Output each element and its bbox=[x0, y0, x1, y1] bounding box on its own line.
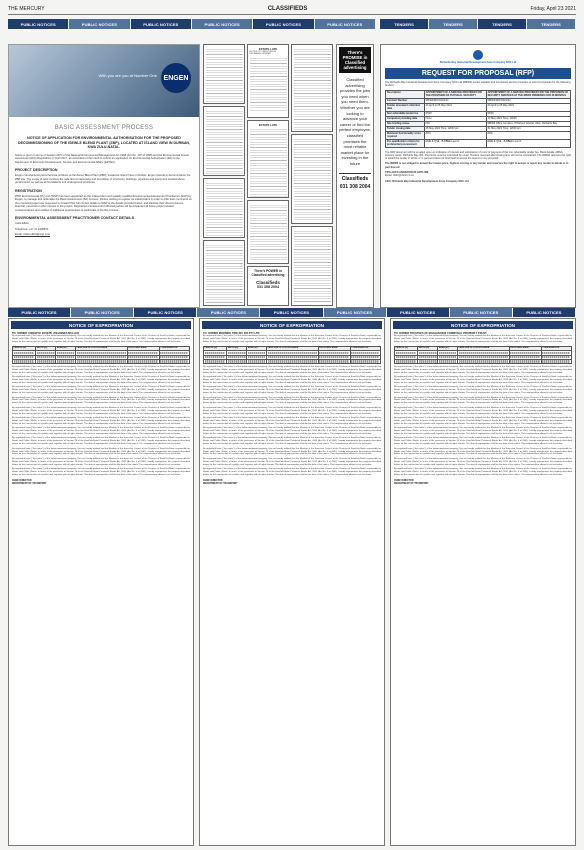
expropriation-paragraph: By registered letter ("the notice") of the below-mentioned property, You are hereby notified that the Member of the Executive Council of the Province of KwaZulu-Natal, responsible for Roads and Public Works, in terms of the provisions of Section 19 of the KwaZulu-Natal Provincial Roads Act, 2001 (Act No. 4 of 2001), hereby expropriates the property described below, for the construction of a public road, together with all rights thereto. The date of expropriation shall be the date of this notice. The compensation offered is set out below. bbox=[12, 396, 190, 405]
expropriation-paragraph: By registered letter ("the notice") of the below-mentioned property, You are hereby notified that the Member of the Executive Council of the Province of KwaZulu-Natal, responsible for Roads and Public Works, in terms of the provisions of Section 19 of the KwaZulu-Natal Provincial Roads Act, 2001 (Act No. 4 of 2001), hereby expropriates the property described below, for the construction of a public road, together with all rights thereto. The date of expropriation shall be the date of this notice. The compensation offered is set out below. bbox=[12, 365, 190, 374]
rfp-row-label: Minimum functionality score required bbox=[386, 131, 425, 139]
expropriation-chief-director: CHIEF DIRECTOR bbox=[12, 479, 32, 482]
expropriation-department: DEPARTMENT OF TRANSPORT bbox=[12, 482, 47, 485]
expropriation-paragraph: By registered letter ("the notice") of the below-mentioned property, You are hereby notified that the Member of the Executive Council of the Province of KwaZulu-Natal, responsible for Roads and Public Works, in terms of the provisions of Section 19 of the KwaZulu-Natal Provincial Roads Act, 2001 (Act No. 4 of 2001), hereby expropriates the property described below, for the construction of a public road, together with all rights thereto. The date of expropriation shall be the date of this notice. The compensation offered is set out below. bbox=[394, 386, 572, 395]
expropriation-table-cell bbox=[266, 359, 318, 363]
expropriation-paragraph: By registered letter ("the notice") of the below-mentioned property, You are hereby notified that the Member of the Executive Council of the Province of KwaZulu-Natal, responsible for Roads and Public Works, in terms of the provisions of Section 19 of the KwaZulu-Natal Provincial Roads Act, 2001 (Act No. 4 of 2001), hereby expropriates the property described below, for the construction of a public road, together with all rights thereto. The date of expropriation shall be the date of this notice. The compensation offered is set out below. bbox=[12, 406, 190, 415]
tag-tenders: TENDERS bbox=[478, 19, 527, 29]
classifieds-logo: Classifieds bbox=[256, 279, 280, 285]
notice-creditors-text: NOTICE TO CREDITORS IN DECEASED ESTATES bbox=[249, 50, 277, 56]
rfp-row-value: RBIDZ Office Complex, 8 Harbour Arterial, Alton, Richards Bay bbox=[486, 121, 570, 126]
classifieds-phone: 031 308 2004 bbox=[257, 284, 279, 289]
expropriation-table-header: LAND USE OF PORTION AREA bbox=[75, 347, 127, 351]
expropriation-paragraph: By registered letter ("the notice") of the below-mentioned property, You are hereby notified that the Member of the Executive Council of the Province of KwaZulu-Natal, responsible for Roads and Public Works, in terms of the provisions of Section 19 of the KwaZulu-Natal Provincial Roads Act, 2001 (Act No. 4 of 2001), hereby expropriates the property described below, for the construction of a public road, together with all rights thereto. The date of expropriation shall be the date of this notice. The compensation offered is set out below. bbox=[394, 468, 572, 476]
expropriation-table-header: PROPOSED AREA bbox=[127, 347, 159, 351]
small-notice bbox=[203, 178, 245, 238]
expropriation-paragraph: By registered letter ("the notice") of the below-mentioned property, You are hereby notified that the Member of the Executive Council of the Province of KwaZulu-Natal, responsible for Roads and Public Works, in terms of the provisions of Section 19 of the KwaZulu-Natal Provincial Roads Act, 2001 (Act No. 4 of 2001), hereby expropriates the property described below, for the construction of a public road, together with all rights thereto. The date of expropriation shall be the date of this notice. The compensation offered is set out below. bbox=[203, 365, 381, 374]
tag-tenders: TENDERS bbox=[429, 19, 478, 29]
expropriation-table bbox=[394, 346, 572, 364]
expropriation-paragraph: By registered letter ("the notice") of the below-mentioned property, You are hereby notified that the Member of the Executive Council of the Province of KwaZulu-Natal, responsible for Roads and Public Works, in terms of the provisions of Section 19 of the KwaZulu-Natal Provincial Roads Act, 2001 (Act No. 4 of 2001), hereby expropriates the property described below, for the construction of a public road, together with all rights thereto. The date of expropriation shall be the date of this notice. The compensation offered is set out below. bbox=[12, 427, 190, 435]
expropriation-table-header: LAND USE OF PORTION AREA bbox=[266, 347, 318, 351]
expropriation-paragraph: By registered letter ("the notice") of the below-mentioned property, You are hereby notified that the Member of the Executive Council of the Province of KwaZulu-Natal, responsible for Roads and Public Works, in terms of the provisions of Section 19 of the KwaZulu-Natal Provincial Roads Act, 2001 (Act No. 4 of 2001), hereby expropriates the property described below, for the construction of a public road, together with all rights thereto. The date of expropriation shall be the date of this notice. The compensation offered is set out below. bbox=[394, 376, 572, 384]
engen-heading: BASIC ASSESSMENT PROCESS bbox=[54, 125, 154, 131]
tag-public-notices: PUBLIC NOTICES bbox=[260, 308, 323, 317]
estate-late-title: ESTATE LATE bbox=[258, 46, 278, 51]
expropriation-table-header: WIDTH (m) bbox=[35, 347, 55, 351]
rfp-ceo: CEO: Richards Bay Industrial Development Zone Company SOC Ltd bbox=[385, 179, 469, 183]
expropriation-notice bbox=[199, 318, 385, 846]
rfp-row-label: Site briefing venue bbox=[386, 121, 425, 126]
expropriation-table-cell bbox=[75, 359, 127, 363]
power-classified-ad bbox=[247, 266, 289, 306]
small-notice bbox=[291, 44, 333, 132]
expropriation-title: NOTICE OF EXPROPRIATION bbox=[393, 321, 573, 329]
tenders-tagbar-top bbox=[380, 19, 576, 29]
small-notice bbox=[291, 134, 333, 224]
expropriation-table-cell bbox=[457, 359, 509, 363]
expropriation-table-cell bbox=[509, 359, 541, 363]
rfp-row-value: R500 bbox=[486, 111, 570, 116]
tag-public-notices: PUBLIC NOTICES bbox=[387, 308, 450, 317]
rbidz-logo bbox=[385, 48, 571, 66]
expropriation-paragraph: By registered letter ("the notice") of the below-mentioned property, You are hereby notified that the Member of the Executive Council of the Province of KwaZulu-Natal, responsible for Roads and Public Works, in terms of the provisions of Section 19 of the KwaZulu-Natal Provincial Roads Act, 2001 (Act No. 4 of 2001), hereby expropriates the property described below, for the construction of a public road, together with all rights thereto. The date of expropriation shall be the date of this notice. The compensation offered is set out below. bbox=[12, 416, 190, 425]
expropriation-table-header: WIDTH (m) bbox=[417, 347, 437, 351]
rfp-row-value: APPOINTMENT OF A SERVICE PROVIDER FOR THE PROVISION OF SECURITY SERVICES AT THE RBIDZ PREMISES FOR 36 MONTHS bbox=[486, 90, 570, 98]
small-notice bbox=[203, 44, 245, 104]
masthead-date: Friday, April 23 2021 bbox=[530, 5, 576, 12]
expropriation-table bbox=[12, 346, 190, 364]
rfp-row-label: Compulsory briefing date bbox=[386, 116, 425, 121]
engen-slogan: With you are you at Number One bbox=[98, 73, 157, 78]
expropriation-paragraph: By registered letter ("the notice") of the below-mentioned property, You are hereby notified that the Member of the Executive Council of the Province of KwaZulu-Natal, responsible for Roads and Public Works, in terms of the provisions of Section 19 of the KwaZulu-Natal Provincial Roads Act, 2001 (Act No. 4 of 2001), hereby expropriates the property described below, for the construction of a public road, together with all rights thereto. The date of expropriation shall be the date of this notice. The compensation offered is set out below. bbox=[203, 427, 381, 435]
expropriation-table-cell bbox=[35, 359, 55, 363]
tag-public-notices: PUBLIC NOTICES bbox=[134, 308, 197, 317]
expropriation-table-header: PROPOSED AREA bbox=[318, 347, 350, 351]
expropriation-notice bbox=[8, 318, 194, 846]
expropriation-table-cell bbox=[438, 359, 458, 363]
rfp-tender-ad bbox=[380, 44, 576, 308]
expropriation-owner: TO: OWNER LODEWYK JOSEPH JOHANNES MULLER bbox=[12, 332, 79, 335]
rfp-intro: The Richards Bay Industrial Development Zone Company SOC Ltd (RBIDZ) invites capable and competent service providers to submit proposals for the following tenders: bbox=[385, 81, 571, 88]
notices-column-3 bbox=[291, 44, 333, 308]
expropriation-table-cell bbox=[318, 359, 350, 363]
rfp-row-label: Description bbox=[386, 90, 425, 98]
expropriation-paragraph: By registered letter ("the notice") of the below-mentioned property, You are hereby notified that the Member of the Executive Council of the Province of KwaZulu-Natal, responsible for Roads and Public Works, in terms of the provisions of Section 19 of the KwaZulu-Natal Provincial Roads Act, 2001 (Act No. 4 of 2001), hereby expropriates the property described below, for the construction of a public road, together with all rights thereto. The date of expropriation shall be the date of this notice. The compensation offered is set out below. bbox=[203, 437, 381, 446]
rfp-row-value: 80% bbox=[486, 131, 570, 139]
tag-public-notices: PUBLIC NOTICES bbox=[450, 308, 513, 317]
engen-contact-email[interactable]: Email: Carla.elliott@wsp.com bbox=[15, 233, 50, 237]
engen-notice-title: NOTICE OF APPLICATION FOR ENVIRONMENTAL AUTHORISATION FOR THE PROPOSED DECOMMISSIONING OF THE ISEWLE BLEND PLANT (ZBP), LOCATED AT ISLAND VIEW IN DURBAN, KWA ZULU-NATAL. bbox=[17, 136, 191, 150]
expropriation-paragraph: By registered letter ("the notice") of the below-mentioned property, You are hereby notified that the Member of the Executive Council of the Province of KwaZulu-Natal, responsible for Roads and Public Works, in terms of the provisions of Section 19 of the KwaZulu-Natal Provincial Roads Act, 2001 (Act No. 4 of 2001), hereby expropriates the property described below, for the construction of a public road, together with all rights thereto. The date of expropriation shall be the date of this notice. The compensation offered is set out below. bbox=[12, 437, 190, 446]
expropriation-paragraph: By registered letter ("the notice") of the below-mentioned property, You are hereby notified that the Member of the Executive Council of the Province of KwaZulu-Natal, responsible for Roads and Public Works, in terms of the provisions of Section 19 of the KwaZulu-Natal Provincial Roads Act, 2001 (Act No. 4 of 2001), hereby expropriates the property described below, for the construction of a public road, together with all rights thereto. The date of expropriation shall be the date of this notice. The compensation offered is set out below. bbox=[12, 447, 190, 456]
rfp-row-label: Pre-qualification criteria for preferential procurement bbox=[386, 139, 425, 147]
engen-hero-image bbox=[9, 45, 199, 117]
estate-notice bbox=[247, 44, 289, 118]
engen-project-heading: PROJECT DESCRIPTION bbox=[15, 168, 58, 173]
rfp-row-value: None bbox=[424, 116, 486, 121]
tag-public-notices: PUBLIC NOTICES bbox=[253, 19, 314, 29]
expropriation-chief-director: CHIEF DIRECTOR bbox=[203, 479, 223, 482]
expropriation-table-header: COMPENSATION bbox=[350, 347, 380, 351]
rfp-row-label: Tender document collection date bbox=[386, 103, 425, 111]
rbidz-logo-mark bbox=[473, 50, 483, 60]
promise-classified-ad bbox=[336, 44, 374, 308]
promise-headline: There's PROMISE in Classified advertising bbox=[339, 47, 371, 73]
rfp-row-value: 25 May 2021 Time: 12h00 pm bbox=[424, 126, 486, 131]
expropriation-table-header: AREA (m²) bbox=[438, 347, 458, 351]
tag-public-notices: PUBLIC NOTICES bbox=[69, 19, 130, 29]
tag-tenders: TENDERS bbox=[527, 19, 576, 29]
expropriation-table-cell bbox=[13, 359, 36, 363]
expropriation-paragraph: By registered letter ("the notice") of the below-mentioned property, You are hereby notified that the Member of the Executive Council of the Province of KwaZulu-Natal, responsible for Roads and Public Works, in terms of the provisions of Section 19 of the KwaZulu-Natal Provincial Roads Act, 2001 (Act No. 4 of 2001), hereby expropriates the property described below, for the construction of a public road, together with all rights thereto. The date of expropriation shall be the date of this notice. The compensation offered is set out below. bbox=[203, 457, 381, 466]
masthead-section: CLASSIFIEDS bbox=[267, 5, 308, 12]
expropriation-paragraph: By registered letter ("the notice") of the below-mentioned property, You are hereby notified that the Member of the Executive Council of the Province of KwaZulu-Natal, responsible for Roads and Public Works, in terms of the provisions of Section 19 of the KwaZulu-Natal Provincial Roads Act, 2001 (Act No. 4 of 2001), hereby expropriates the property described below, for the construction of a public road, together with all rights thereto. The date of expropriation shall be the date of this notice. The compensation offered is set out below. bbox=[394, 416, 572, 425]
rfp-table-row bbox=[386, 90, 571, 98]
expropriation-table-cell bbox=[204, 359, 227, 363]
expropriation-title: NOTICE OF EXPROPRIATION bbox=[202, 321, 382, 329]
masthead bbox=[8, 3, 576, 15]
expropriation-paragraph: By registered letter ("the notice") of the below-mentioned property, You are hereby notified that the Member of the Executive Council of the Province of KwaZulu-Natal, responsible for Roads and Public Works, in terms of the provisions of Section 19 of the KwaZulu-Natal Provincial Roads Act, 2001 (Act No. 4 of 2001), hereby expropriates the property described below, for the construction of a public road, together with all rights thereto. The date of expropriation shall be the date of this notice. The compensation offered is set out below. bbox=[394, 427, 572, 435]
rfp-row-value: RBIDZ/RFP/2021/21 bbox=[424, 98, 486, 103]
power-text: There's POWER in Classified advertising bbox=[251, 268, 285, 277]
rfp-table-row bbox=[386, 131, 571, 139]
expropriation-paragraph: By registered letter ("the notice") of the below-mentioned property, You are hereby notified that the Member of the Executive Council of the Province of KwaZulu-Natal, responsible for Roads and Public Works, in terms of the provisions of Section 19 of the KwaZulu-Natal Provincial Roads Act, 2001 (Act No. 4 of 2001), hereby expropriates the property described below, for the construction of a public road, together with all rights thereto. The date of expropriation shall be the date of this notice. The compensation offered is set out below. bbox=[203, 406, 381, 415]
expropriation-table-cell bbox=[127, 359, 159, 363]
expropriation-paragraph: By registered letter ("the notice") of the below-mentioned property, You are hereby notified that the Member of the Executive Council of the Province of KwaZulu-Natal, responsible for Roads and Public Works, in terms of the provisions of Section 19 of the KwaZulu-Natal Provincial Roads Act, 2001 (Act No. 4 of 2001), hereby expropriates the property described below, for the construction of a public road, together with all rights thereto. The date of expropriation shall be the date of this notice. The compensation offered is set out below. bbox=[12, 468, 190, 476]
rfp-row-label: Contract Number bbox=[386, 98, 425, 103]
engen-registration-text: WSP Environmental (Pty) Ltd (WSP) has been appointed as the independent and suitably qualified Environmental Assessment Practitioner (EAP) by Engen, to manage and undertake the Basic Assessment (BA) process. Parties wishing to register as stakeholders in order to offer their comments on the proposed project are requested to forward their full contact details to WSP at the details provided below, and disclose their direct business, financial, personal or other interest in the project. Registered interested and affected parties will be forwarded all future project related correspondence and notified of additional opportunities to participate in the BA process. bbox=[15, 194, 192, 212]
tag-public-notices: PUBLIC NOTICES bbox=[8, 19, 69, 29]
expropriation-paragraph: By registered letter ("the notice") of the below-mentioned property, You are hereby notified that the Member of the Executive Council of the Province of KwaZulu-Natal, responsible for Roads and Public Works, in terms of the provisions of Section 19 of the KwaZulu-Natal Provincial Roads Act, 2001 (Act No. 4 of 2001), hereby expropriates the property described below, for the construction of a public road, together with all rights thereto. The date of expropriation shall be the date of this notice. The compensation offered is set out below. bbox=[394, 396, 572, 405]
expropriation-table-cell bbox=[350, 359, 380, 363]
expropriation-table-header: COMPENSATION bbox=[541, 347, 571, 351]
expropriation-table-header: COMPENSATION bbox=[159, 347, 189, 351]
expropriation-chief-director: CHIEF DIRECTOR bbox=[394, 479, 414, 482]
expropriation-table-cell bbox=[541, 359, 571, 363]
expropriation-table-cell bbox=[159, 359, 189, 363]
notices-column-1 bbox=[203, 44, 245, 308]
expropriation-paragraph: By registered letter ("the notice") of the below-mentioned property, You are hereby notified that the Member of the Executive Council of the Province of KwaZulu-Natal, responsible for Roads and Public Works, in terms of the provisions of Section 19 of the KwaZulu-Natal Provincial Roads Act, 2001 (Act No. 4 of 2001), hereby expropriates the property described below, for the construction of a public road, together with all rights thereto. The date of expropriation shall be the date of this notice. The compensation offered is set out below. bbox=[394, 365, 572, 374]
expropriation-table-header: AREA (m²) bbox=[247, 347, 267, 351]
expropriation-paragraph: By registered letter ("the notice") of the below-mentioned property, You are hereby notified that the Member of the Executive Council of the Province of KwaZulu-Natal, responsible for Roads and Public Works, in terms of the provisions of Section 19 of the KwaZulu-Natal Provincial Roads Act, 2001 (Act No. 4 of 2001), hereby expropriates the property described below, for the construction of a public road, together with all rights thereto. The date of expropriation shall be the date of this notice. The compensation offered is set out below. bbox=[203, 416, 381, 425]
rfp-row-value: 23 April to 05 May 2021 bbox=[424, 103, 486, 111]
engen-contact-tel: Telephone: +27 31 2408874 bbox=[15, 227, 49, 231]
expropriation-table bbox=[203, 346, 381, 364]
expropriation-paragraph: By registered letter ("the notice") of the below-mentioned property, You are hereby notified that the Member of the Executive Council of the Province of KwaZulu-Natal, responsible for Roads and Public Works, in terms of the provisions of Section 19 of the KwaZulu-Natal Provincial Roads Act, 2001 (Act No. 4 of 2001), hereby expropriates the property described below, for the construction of a public road, together with all rights thereto. The date of expropriation shall be the date of this notice. The compensation offered is set out below. bbox=[394, 457, 572, 466]
promise-body: Classified advertising provides the jobs you need when you need them. Whether you are looking to advance your career or find the perfect employee, classified promises the most reliable market place for investing in the future bbox=[339, 77, 371, 166]
expropriation-table-header: WIDTH (m) bbox=[226, 347, 246, 351]
expropriation-paragraph: By registered letter ("the notice") of the below-mentioned property, You are hereby notified that the Member of the Executive Council of the Province of KwaZulu-Natal, responsible for Roads and Public Works, in terms of the provisions of Section 19 of the KwaZulu-Natal Provincial Roads Act, 2001 (Act No. 4 of 2001), hereby expropriates the property described below, for the construction of a public road, together with all rights thereto. The date of expropriation shall be the date of this notice. The compensation offered is set out below. bbox=[203, 396, 381, 405]
expropriation-table-cell bbox=[56, 359, 76, 363]
engen-project-text: Engen manufactures petrochemical products at the Zenex Blend Plant (ZBP), located at Island View in Durban. Engen intends to decommission the ZBP site. The scope of work involves the safe decommissioning and demolition of structures, buildings, pipelines and equipment located above ground level, as well as all foundations and underground structures. bbox=[15, 174, 191, 185]
expropriation-table-cell bbox=[226, 359, 246, 363]
rfp-row-value: 10 May 2021 Time: 10h00 bbox=[486, 116, 570, 121]
rfp-table bbox=[385, 90, 571, 148]
engen-intro: Notice is given in terms of Section 24(5) of the National Environmental Management Act 1998 (Act No. 107 of 1998) and the Environmental Impact Assessment (EIA) Regulations (7 April 2017, as amended) of the intent to submit an application for Environmental Authorisation (EA) to the Department of Economic Development, Tourism and Environmental Affairs (EDTEA). bbox=[15, 153, 189, 164]
rfp-table-row bbox=[386, 103, 571, 111]
rfp-row-value: RBIDZ/RFP/2021/22 bbox=[486, 98, 570, 103]
expropriation-department: DEPARTMENT OF TRANSPORT bbox=[394, 482, 429, 485]
rfp-title: REQUEST FOR PROPOSAL (RFP) bbox=[385, 68, 571, 79]
small-notice bbox=[291, 226, 333, 306]
tag-public-notices: PUBLIC NOTICES bbox=[513, 308, 576, 317]
rfp-tips-heading: TIPS-OFFS ANONYMOUS HOTLINE bbox=[385, 171, 429, 175]
expropriation-department: DEPARTMENT OF TRANSPORT bbox=[203, 482, 238, 485]
tag-public-notices: PUBLIC NOTICES bbox=[71, 308, 134, 317]
expropriation-table-cell bbox=[395, 359, 418, 363]
expropriation-table-header: AREA (m²) bbox=[56, 347, 76, 351]
expropriation-table-cell bbox=[417, 359, 437, 363]
notices-column-2 bbox=[247, 44, 289, 308]
expropriation-table-cell bbox=[247, 359, 267, 363]
rfp-row-label: Tender closing date bbox=[386, 126, 425, 131]
engen-contact-name: Carla Elliott bbox=[15, 222, 29, 226]
expropriation-paragraph: By registered letter ("the notice") of the below-mentioned property, You are hereby notified that the Member of the Executive Council of the Province of KwaZulu-Natal, responsible for Roads and Public Works, in terms of the provisions of Section 19 of the KwaZulu-Natal Provincial Roads Act, 2001 (Act No. 4 of 2001), hereby expropriates the property described below, for the construction of a public road, together with all rights thereto. The date of expropriation shall be the date of this notice. The compensation offered is set out below. bbox=[12, 376, 190, 384]
public-notices-tagbar-top bbox=[8, 19, 376, 29]
rfp-row-value: N/A bbox=[424, 121, 486, 126]
engen-notice-ad bbox=[8, 44, 200, 308]
rfp-contact-email[interactable]: Email: rbidz@rbidz.co.za bbox=[385, 174, 414, 178]
expropriation-owner: TO: OWNER MORNING TIDE INV 200 PTY LTD bbox=[203, 332, 260, 335]
expropriation-paragraph: By registered letter ("the notice") of the below-mentioned property, You are hereby notified that the Member of the Executive Council of the Province of KwaZulu-Natal, responsible for Roads and Public Works, in terms of the provisions of Section 19 of the KwaZulu-Natal Provincial Roads Act, 2001 (Act No. 4 of 2001), hereby expropriates the property described below, for the construction of a public road, together with all rights thereto. The date of expropriation shall be the date of this notice. The compensation offered is set out below. bbox=[203, 468, 381, 476]
expropriation-table-header: PROPOSED AREA bbox=[509, 347, 541, 351]
rfp-row-value: 31 May 2021 Time: 12h00 pm bbox=[486, 126, 570, 131]
expropriation-paragraph: By registered letter ("the notice") of the below-mentioned property, You are hereby notified that the Member of the Executive Council of the Province of KwaZulu-Natal, responsible for Roads and Public Works, in terms of the provisions of Section 19 of the KwaZulu-Natal Provincial Roads Act, 2001 (Act No. 4 of 2001), hereby expropriates the property described below, for the construction of a public road, together with all rights thereto. The date of expropriation shall be the date of this notice. The compensation offered is set out below. bbox=[12, 386, 190, 395]
small-notice bbox=[203, 240, 245, 306]
expropriation-table-header: LENGTH (m) bbox=[395, 347, 418, 351]
rfp-table-row bbox=[386, 139, 571, 147]
expropriation-notice bbox=[390, 318, 576, 846]
engen-logo: ENGEN bbox=[161, 63, 191, 93]
tag-public-notices: PUBLIC NOTICES bbox=[192, 19, 253, 29]
small-notice bbox=[247, 200, 289, 264]
estate-notice bbox=[247, 120, 289, 198]
expropriation-paragraph: By registered letter ("the notice") of the below-mentioned property, You are hereby notified that the Member of the Executive Council of the Province of KwaZulu-Natal, responsible for Roads and Public Works, in terms of the provisions of Section 19 of the KwaZulu-Natal Provincial Roads Act, 2001 (Act No. 4 of 2001), hereby expropriates the property described below, for the construction of a public road, together with all rights thereto. The date of expropriation shall be the date of this notice. The compensation offered is set out below. bbox=[394, 406, 572, 415]
rfp-row-value: EME & QSE - B-BBEE Level 1 bbox=[486, 139, 570, 147]
rfp-row-value: R500 bbox=[424, 111, 486, 116]
expropriation-paragraph: By registered letter ("the notice") of the below-mentioned property, You are hereby notified that the Member of the Executive Council of the Province of KwaZulu-Natal, responsible for Roads and Public Works, in terms of the provisions of Section 19 of the KwaZulu-Natal Provincial Roads Act, 2001 (Act No. 4 of 2001), hereby expropriates the property described below, for the construction of a public road, together with all rights thereto. The date of expropriation shall be the date of this notice. The compensation offered is set out below. bbox=[203, 447, 381, 456]
expropriation-paragraph: By registered letter ("the notice") of the below-mentioned property, You are hereby notified that the Member of the Executive Council of the Province of KwaZulu-Natal, responsible for Roads and Public Works, in terms of the provisions of Section 19 of the KwaZulu-Natal Provincial Roads Act, 2001 (Act No. 4 of 2001), hereby expropriates the property described below, for the construction of a public road, together with all rights thereto. The date of expropriation shall be the date of this notice. The compensation offered is set out below. bbox=[394, 335, 572, 344]
expropriation-paragraph: By registered letter ("the notice") of the below-mentioned property, You are hereby notified that the Member of the Executive Council of the Province of KwaZulu-Natal, responsible for Roads and Public Works, in terms of the provisions of Section 19 of the KwaZulu-Natal Provincial Roads Act, 2001 (Act No. 4 of 2001), hereby expropriates the property described below, for the construction of a public road, together with all rights thereto. The date of expropriation shall be the date of this notice. The compensation offered is set out below. bbox=[394, 437, 572, 446]
rfp-row-value: 80% bbox=[424, 131, 486, 139]
expropriation-paragraph: By registered letter ("the notice") of the below-mentioned property, You are hereby notified that the Member of the Executive Council of the Province of KwaZulu-Natal, responsible for Roads and Public Works, in terms of the provisions of Section 19 of the KwaZulu-Natal Provincial Roads Act, 2001 (Act No. 4 of 2001), hereby expropriates the property described below, for the construction of a public road, together with all rights thereto. The date of expropriation shall be the date of this notice. The compensation offered is set out below. bbox=[203, 335, 381, 344]
expropriation-paragraph: By registered letter ("the notice") of the below-mentioned property, You are hereby notified that the Member of the Executive Council of the Province of KwaZulu-Natal, responsible for Roads and Public Works, in terms of the provisions of Section 19 of the KwaZulu-Natal Provincial Roads Act, 2001 (Act No. 4 of 2001), hereby expropriates the property described below, for the construction of a public road, together with all rights thereto. The date of expropriation shall be the date of this notice. The compensation offered is set out below. bbox=[203, 386, 381, 395]
rfp-row-value: APPOINTMENT OF A SERVICE PROVIDER FOR THE PROVISION OF PHYSICAL SECURITY bbox=[424, 90, 486, 98]
expropriation-paragraph: By registered letter ("the notice") of the below-mentioned property, You are hereby notified that the Member of the Executive Council of the Province of KwaZulu-Natal, responsible for Roads and Public Works, in terms of the provisions of Section 19 of the KwaZulu-Natal Provincial Roads Act, 2001 (Act No. 4 of 2001), hereby expropriates the property described below, for the construction of a public road, together with all rights thereto. The date of expropriation shall be the date of this notice. The compensation offered is set out below. bbox=[12, 335, 190, 344]
rfp-body: The RFP document will be emailed upon an indication of interest and submission of proof of payment of the non-refundable tender fee. Bank details: ABSA, Account name: Richards Bay IDZ. Payments must be submitted by email. Tenders received after closing time will not be considered. The RBIDZ reserves the right to award the tender in whole or in part and does not bind itself to accept the lowest or any proposal. bbox=[385, 150, 571, 161]
expropriation-owner: TO: OWNER TRUSTEES OF EMAGCEKENI COMMUNAL PROPERTY TRUST bbox=[394, 332, 487, 335]
engen-registration-heading: REGISTRATION bbox=[15, 188, 42, 193]
rfp-row-value: 23 April to 05 May 2021 bbox=[486, 103, 570, 111]
rfp-row-value: EME & QSE - B-BBEE Level 1 bbox=[424, 139, 486, 147]
tag-public-notices: PUBLIC NOTICES bbox=[131, 19, 192, 29]
tag-public-notices: PUBLIC NOTICES bbox=[197, 308, 260, 317]
expropriation-table-header: LENGTH (m) bbox=[13, 347, 36, 351]
promise-logo: Classifieds bbox=[339, 173, 371, 182]
masthead-paper-name: THE MERCURY bbox=[8, 5, 45, 12]
expropriation-table-header: LAND USE OF PORTION AREA bbox=[457, 347, 509, 351]
tag-public-notices: PUBLIC NOTICES bbox=[315, 19, 376, 29]
tag-public-notices: PUBLIC NOTICES bbox=[324, 308, 387, 317]
estate-late-title: ESTATE LATE bbox=[258, 122, 278, 127]
rfp-bold-note: The RBIDZ is not obliged to accept the lowest price, highest scoring or any tender and reserves the right to accept or reject any tender in whole or in part thereof. bbox=[385, 162, 569, 169]
expropriation-title: NOTICE OF EXPROPRIATION bbox=[11, 321, 191, 329]
engen-contact-heading: ENVIRONMENTAL ASSESSMENT PRACTITIONER CONTACT DETAILS bbox=[15, 216, 134, 221]
small-notice bbox=[203, 106, 245, 176]
public-notices-tagbar-bottom bbox=[8, 308, 576, 317]
expropriation-table-header: LENGTH (m) bbox=[204, 347, 227, 351]
tag-public-notices: PUBLIC NOTICES bbox=[8, 308, 71, 317]
expropriation-paragraph: By registered letter ("the notice") of the below-mentioned property, You are hereby notified that the Member of the Executive Council of the Province of KwaZulu-Natal, responsible for Roads and Public Works, in terms of the provisions of Section 19 of the KwaZulu-Natal Provincial Roads Act, 2001 (Act No. 4 of 2001), hereby expropriates the property described below, for the construction of a public road, together with all rights thereto. The date of expropriation shall be the date of this notice. The compensation offered is set out below. bbox=[203, 376, 381, 384]
tag-tenders: TENDERS bbox=[380, 19, 429, 29]
rbidz-company-name: Richards Bay Industrial Development Zone Company SOC Ltd bbox=[439, 61, 517, 64]
expropriation-paragraph: By registered letter ("the notice") of the below-mentioned property, You are hereby notified that the Member of the Executive Council of the Province of KwaZulu-Natal, responsible for Roads and Public Works, in terms of the provisions of Section 19 of the KwaZulu-Natal Provincial Roads Act, 2001 (Act No. 4 of 2001), hereby expropriates the property described below, for the construction of a public road, together with all rights thereto. The date of expropriation shall be the date of this notice. The compensation offered is set out below. bbox=[394, 447, 572, 456]
expropriation-paragraph: By registered letter ("the notice") of the below-mentioned property, You are hereby notified that the Member of the Executive Council of the Province of KwaZulu-Natal, responsible for Roads and Public Works, in terms of the provisions of Section 19 of the KwaZulu-Natal Provincial Roads Act, 2001 (Act No. 4 of 2001), hereby expropriates the property described below, for the construction of a public road, together with all rights thereto. The date of expropriation shall be the date of this notice. The compensation offered is set out below. bbox=[12, 457, 190, 466]
promise-phone: 031 308 2004 bbox=[339, 183, 371, 190]
rfp-row-label: Non-refundable tender fee bbox=[386, 111, 425, 116]
